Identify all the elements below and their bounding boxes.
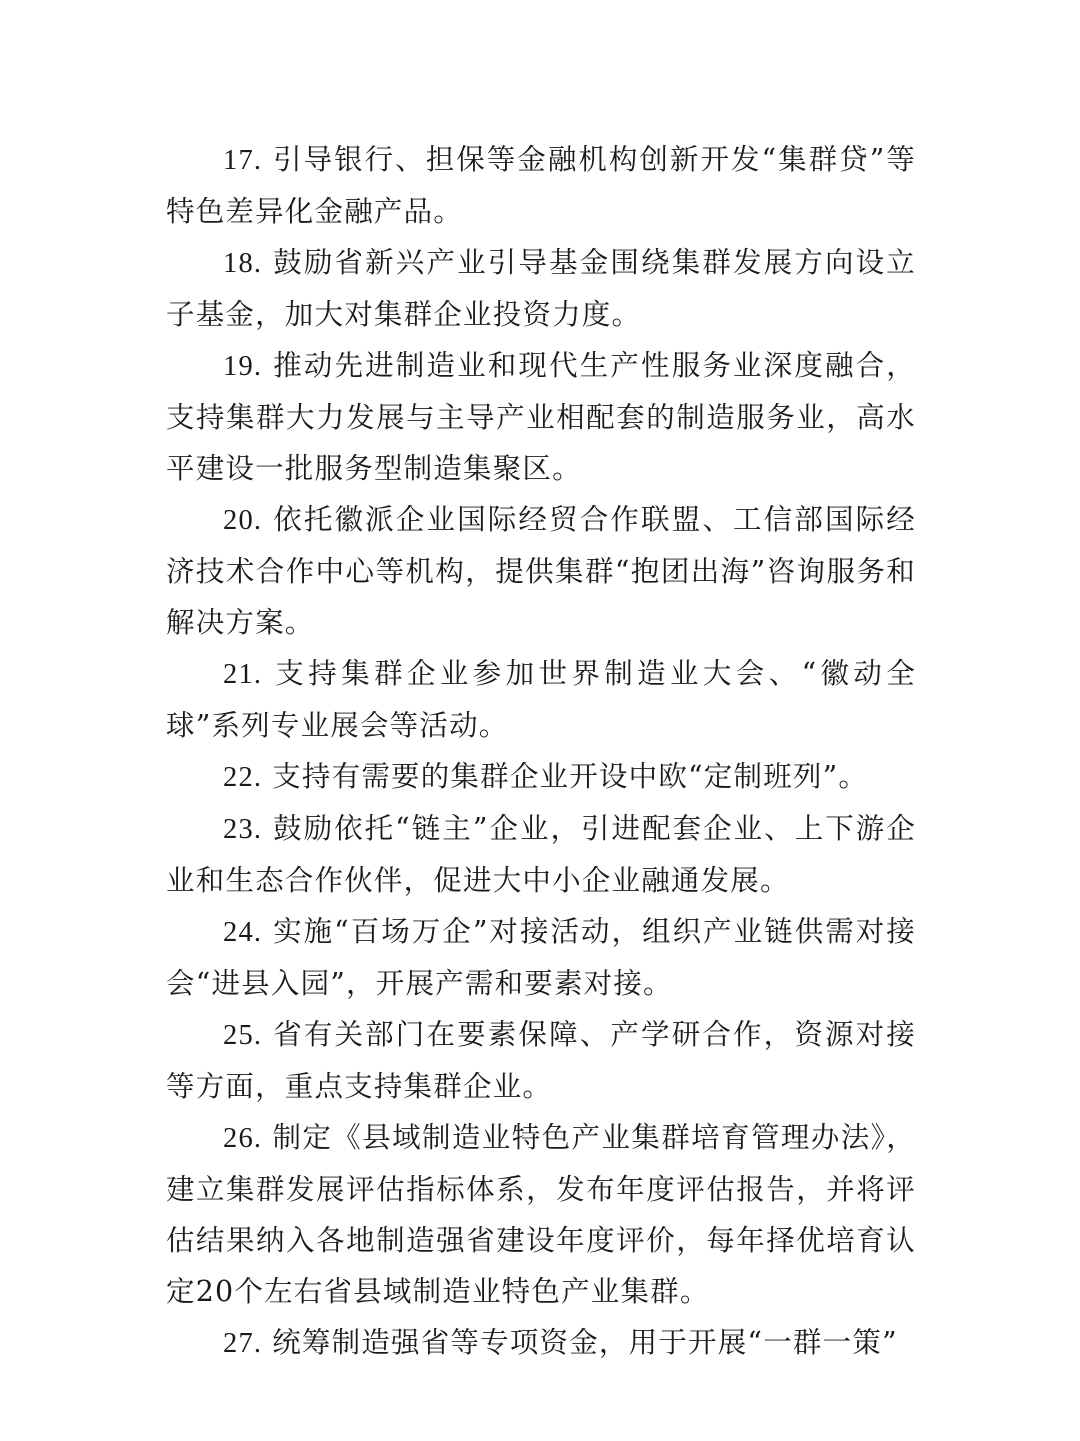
item-number: 21. bbox=[223, 659, 263, 690]
policy-item-20 bbox=[166, 494, 916, 648]
policy-item-27 bbox=[166, 1317, 916, 1369]
item-number: 18. bbox=[223, 248, 263, 279]
item-number: 25. bbox=[223, 1020, 263, 1051]
item-text: 统筹制造强省等专项资金，用于开展“一群一策” bbox=[272, 1326, 898, 1359]
item-text: 实施“百场万企”对接活动，组织产业链供需对接会“进县入园”，开展产需和要素对接。 bbox=[166, 915, 916, 1000]
item-text: 省有关部门在要素保障、产学研合作，资源对接等方面，重点支持集群企业。 bbox=[166, 1018, 916, 1103]
item-number: 17. bbox=[223, 145, 263, 176]
item-text: 推动先进制造业和现代生产性服务业深度融合，支持集群大力发展与主导产业相配套的制造服务业，高水平建设一批服务型制造集聚区。 bbox=[166, 349, 916, 485]
item-text: 鼓励依托“链主”企业，引进配套企业、上下游企业和生态合作伙伴，促进大中小企业融通发展。 bbox=[166, 812, 916, 897]
policy-item-23 bbox=[166, 803, 916, 906]
policy-item-18 bbox=[166, 237, 916, 340]
policy-item-17 bbox=[166, 134, 916, 237]
policy-item-21 bbox=[166, 648, 916, 751]
item-number: 24. bbox=[223, 917, 263, 948]
item-number: 27. bbox=[223, 1328, 263, 1359]
policy-item-24 bbox=[166, 906, 916, 1009]
policy-item-25 bbox=[166, 1009, 916, 1112]
item-number: 22. bbox=[223, 762, 263, 793]
policy-item-26 bbox=[166, 1112, 916, 1317]
document-page bbox=[166, 134, 916, 1369]
item-text: 鼓励省新兴产业引导基金围绕集群发展方向设立子基金，加大对集群企业投资力度。 bbox=[166, 246, 916, 331]
item-number: 20. bbox=[223, 505, 263, 536]
item-text: 支持集群企业参加世界制造业大会、“徽动全球”系列专业展会等活动。 bbox=[166, 657, 916, 742]
item-text: 依托徽派企业国际经贸合作联盟、工信部国际经济技术合作中心等机构，提供集群“抱团出海”咨询服务和解决方案。 bbox=[166, 503, 916, 639]
policy-item-22 bbox=[166, 751, 916, 803]
item-text: 支持有需要的集群企业开设中欧“定制班列”。 bbox=[272, 760, 869, 793]
policy-item-19 bbox=[166, 340, 916, 494]
item-number: 23. bbox=[223, 814, 263, 845]
item-text: 制定《县域制造业特色产业集群培育管理办法》，建立集群发展评估指标体系，发布年度评估报告，并将评估结果纳入各地制造强省建设年度评价，每年择优培育认定20个左右省县域制造业特色产业集群。 bbox=[166, 1121, 916, 1308]
item-number: 19. bbox=[223, 351, 263, 382]
item-text: 引导银行、担保等金融机构创新开发“集群贷”等特色差异化金融产品。 bbox=[166, 143, 916, 228]
item-number: 26. bbox=[223, 1123, 263, 1154]
